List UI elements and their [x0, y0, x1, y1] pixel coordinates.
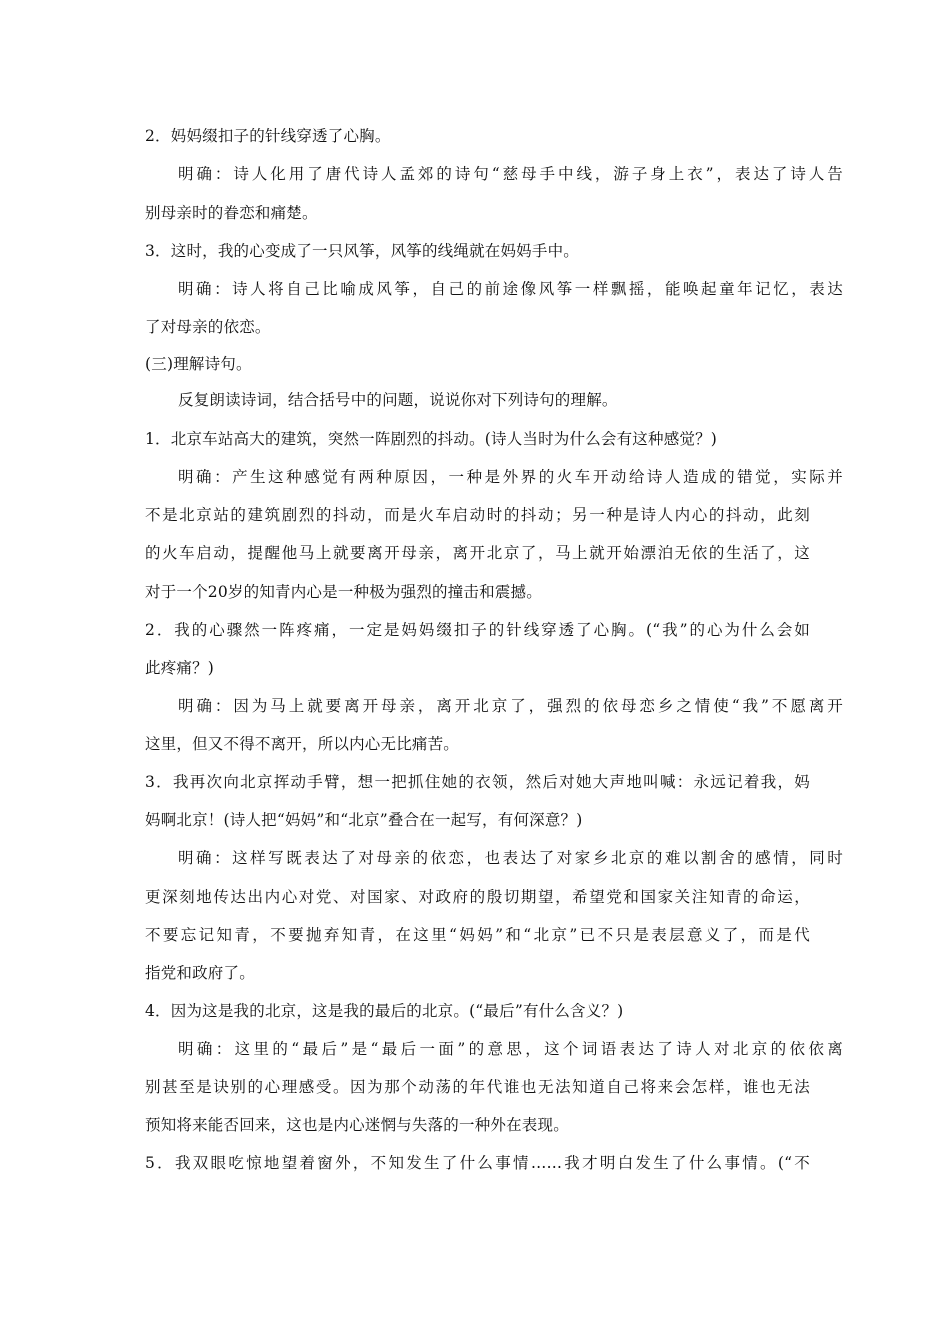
answer-line: 更深刻地传达出内心对党、对国家、对政府的殷切期望，希望党和国家关注知青的命运， [145, 888, 810, 906]
answer-line: 这里，但又不得不离开，所以内心无比痛苦。 [145, 735, 460, 753]
answer-line: 不要忘记知青，不要抛弃知青，在这里“妈妈”和“北京”已不只是表层意义了，而是代 [145, 926, 810, 944]
answer-line: 预知将来能否回来，这也是内心迷惘与失落的一种外在表现。 [145, 1116, 569, 1134]
answer-line: 明确：因为马上就要离开母亲，离开北京了，强烈的依母恋乡之情使“我”不愿离开 [178, 697, 843, 715]
item-3-line: 3．这时，我的心变成了一只风筝，风筝的线绳就在妈妈手中。 [145, 242, 579, 260]
question-line: 2．我的心骤然一阵疼痛，一定是妈妈缀扣子的针线穿透了心胸。(“我”的心为什么会如 [145, 621, 810, 639]
answer-line: 别甚至是诀别的心理感受。因为那个动荡的年代谁也无法知道自己将来会怎样，谁也无法 [145, 1078, 810, 1096]
answer-line: 明确：这样写既表达了对母亲的依恋，也表达了对家乡北京的难以割舍的感情，同时 [178, 849, 843, 867]
answer-line: 对于一个20岁的知青内心是一种极为强烈的撞击和震撼。 [145, 583, 542, 601]
item-2-line: 2．妈妈缀扣子的针线穿透了心胸。 [145, 127, 391, 145]
answer-line: 别母亲时的眷恋和痛楚。 [145, 204, 318, 222]
section-heading: (三)理解诗句。 [145, 355, 252, 373]
question-line: 4．因为这是我的北京，这是我的最后的北京。(“最后”有什么含义？) [145, 1002, 624, 1020]
question-line: 妈啊北京！(诗人把“妈妈”和“北京”叠合在一起写，有何深意？) [145, 811, 583, 829]
answer-line: 明确：诗人化用了唐代诗人孟郊的诗句“慈母手中线，游子身上衣”，表达了诗人告 [178, 165, 843, 183]
answer-line: 不是北京站的建筑剧烈的抖动，而是火车启动时的抖动；另一种是诗人内心的抖动，此刻 [145, 506, 810, 524]
answer-line: 明确：这里的“最后”是“最后一面”的意思，这个词语表达了诗人对北京的依依离 [178, 1040, 843, 1058]
answer-line: 指党和政府了。 [145, 964, 255, 982]
question-line: 5．我双眼吃惊地望着窗外，不知发生了什么事情……我才明白发生了什么事情。(“不 [145, 1154, 810, 1172]
question-line: 此疼痛？) [145, 659, 215, 677]
answer-line: 明确：诗人将自己比喻成风筝，自己的前途像风筝一样飘摇，能唤起童年记忆，表达 [178, 280, 843, 298]
question-line: 3．我再次向北京挥动手臂，想一把抓住她的衣领，然后对她大声地叫喊：永远记着我，妈 [145, 773, 810, 791]
question-line: 1．北京车站高大的建筑，突然一阵剧烈的抖动。(诗人当时为什么会有这种感觉？) [145, 430, 718, 448]
instruction-line: 反复朗读诗词，结合括号中的问题，说说你对下列诗句的理解。 [178, 391, 618, 409]
answer-line: 了对母亲的依恋。 [145, 318, 271, 336]
answer-line: 的火车启动，提醒他马上就要离开母亲，离开北京了，马上就开始漂泊无依的生活了，这 [145, 544, 810, 562]
answer-line: 明确：产生这种感觉有两种原因，一种是外界的火车开动给诗人造成的错觉，实际并 [178, 468, 843, 486]
